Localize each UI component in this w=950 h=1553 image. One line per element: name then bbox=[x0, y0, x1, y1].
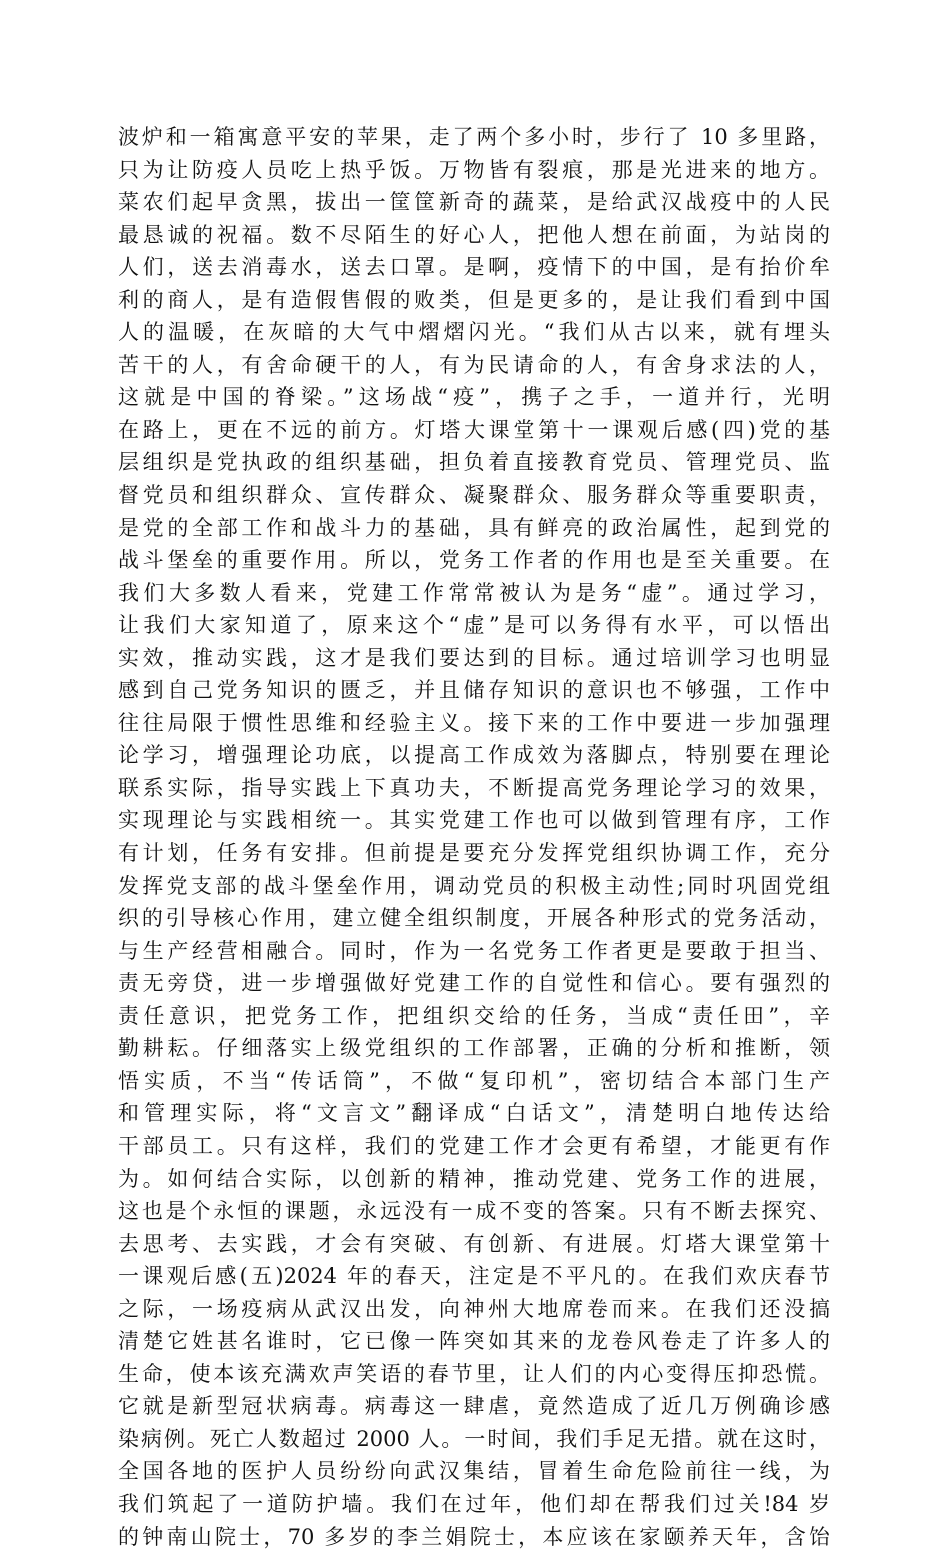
text-line: 与生产经营相融合。同时，作为一名党务工作者更是要敢于担当、 bbox=[118, 938, 830, 963]
text-line: 染病例。死亡人数超过 2000 人。一时间，我们手足无措。就在这时， bbox=[118, 1426, 830, 1451]
text-line: 战斗堡垒的重要作用。所以，党务工作者的作用也是至关重要。在 bbox=[118, 548, 830, 573]
text-line: 为。如何结合实际，以创新的精神，推动党建、党务工作的进展， bbox=[118, 1166, 830, 1191]
text-line: 在路上，更在不远的前方。灯塔大课堂第十一课观后感(四)党的基 bbox=[118, 417, 830, 442]
text-line: 和管理实际，将“文言文”翻译成“白话文”，清楚明白地传达给 bbox=[118, 1101, 830, 1126]
text-line: 最恳诚的祝福。数不尽陌生的好心人，把他人想在前面，为站岗的 bbox=[118, 222, 830, 247]
text-line: 生命，使本该充满欢声笑语的春节里，让人们的内心变得压抑恐慌。 bbox=[118, 1361, 830, 1386]
text-line: 之际，一场疫病从武汉出发，向神州大地席卷而来。在我们还没搞 bbox=[118, 1296, 830, 1321]
body-text bbox=[118, 121, 830, 1553]
text-line: 督党员和组织群众、宣传群众、凝聚群众、服务群众等重要职责， bbox=[118, 483, 830, 508]
text-line: 我们筑起了一道防护墙。我们在过年，他们却在帮我们过关!84 岁 bbox=[118, 1491, 830, 1516]
text-line: 这就是中国的脊梁。”这场战“疫”，携子之手，一道并行，光明 bbox=[118, 385, 830, 410]
text-line: 织的引导核心作用，建立健全组织制度，开展各种形式的党务活动， bbox=[118, 906, 830, 931]
text-line: 感到自己党务知识的匮乏，并且储存知识的意识也不够强，工作中 bbox=[118, 678, 830, 703]
text-line: 去思考、去实践，才会有突破、有创新、有进展。灯塔大课堂第十 bbox=[118, 1231, 830, 1256]
text-line: 全国各地的医护人员纷纷向武汉集结，冒着生命危险前往一线，为 bbox=[118, 1459, 830, 1484]
text-line: 责任意识，把党务工作，把组织交给的任务，当成“责任田”，辛 bbox=[118, 1003, 830, 1028]
text-line: 的钟南山院士，70 多岁的李兰娟院士，本应该在家颐养天年，含饴 bbox=[118, 1524, 830, 1549]
text-line: 它就是新型冠状病毒。病毒这一肆虐，竟然造成了近几万例确诊感 bbox=[118, 1394, 830, 1419]
text-line: 一课观后感(五)2024 年的春天，注定是不平凡的。在我们欢庆春节 bbox=[118, 1264, 830, 1289]
text-line: 我们大多数人看来，党建工作常常被认为是务“虚”。通过学习， bbox=[118, 580, 830, 605]
text-line: 是党的全部工作和战斗力的基础，具有鲜亮的政治属性，起到党的 bbox=[118, 515, 830, 540]
text-line: 这也是个永恒的课题，永远没有一成不变的答案。只有不断去探究、 bbox=[118, 1199, 830, 1224]
text-line: 联系实际，指导实践上下真功夫，不断提高党务理论学习的效果， bbox=[118, 775, 830, 800]
text-line: 层组织是党执政的组织基础，担负着直接教育党员、管理党员、监 bbox=[118, 450, 830, 475]
text-line: 苦干的人，有舍命硬干的人，有为民请命的人，有舍身求法的人， bbox=[118, 352, 830, 377]
text-line: 实效，推动实践，这才是我们要达到的目标。通过培训学习也明显 bbox=[118, 645, 830, 670]
text-line: 干部员工。只有这样，我们的党建工作才会更有希望，才能更有作 bbox=[118, 1133, 830, 1158]
text-line: 悟实质，不当“传话筒”，不做“复印机”，密切结合本部门生产 bbox=[118, 1068, 830, 1093]
text-line: 人的温暖，在灰暗的大气中熠熠闪光。“我们从古以来，就有埋头 bbox=[118, 320, 830, 345]
text-line: 论学习，增强理论功底，以提高工作成效为落脚点，特别要在理论 bbox=[118, 743, 830, 768]
text-line: 往往局限于惯性思维和经验主义。接下来的工作中要进一步加强理 bbox=[118, 710, 830, 735]
text-line: 只为让防疫人员吃上热乎饭。万物皆有裂痕，那是光进来的地方。 bbox=[118, 157, 830, 182]
text-line: 责无旁贷，进一步增强做好党建工作的自觉性和信心。要有强烈的 bbox=[118, 971, 830, 996]
text-line: 发挥党支部的战斗堡垒作用，调动党员的积极主动性;同时巩固党组 bbox=[118, 873, 830, 898]
text-line: 勤耕耘。仔细落实上级党组织的工作部署，正确的分析和推断，领 bbox=[118, 1036, 830, 1061]
text-line: 让我们大家知道了，原来这个“虚”是可以务得有水平，可以悟出 bbox=[118, 613, 830, 638]
text-line: 清楚它姓甚名谁时，它已像一阵突如其来的龙卷风卷走了许多人的 bbox=[118, 1329, 830, 1354]
text-line: 实现理论与实践相统一。其实党建工作也可以做到管理有序，工作 bbox=[118, 808, 830, 833]
text-line: 利的商人，是有造假售假的败类，但是更多的，是让我们看到中国 bbox=[118, 287, 830, 312]
text-line: 人们，送去消毒水，送去口罩。是啊，疫情下的中国，是有抬价牟 bbox=[118, 255, 830, 280]
text-line: 波炉和一箱寓意平安的苹果，走了两个多小时，步行了 10 多里路， bbox=[118, 125, 830, 149]
text-line: 有计划，任务有安排。但前提是要充分发挥党组织协调工作，充分 bbox=[118, 841, 830, 866]
text-line: 菜农们起早贪黑，拔出一筐筐新奇的蔬菜，是给武汉战疫中的人民 bbox=[118, 190, 830, 215]
